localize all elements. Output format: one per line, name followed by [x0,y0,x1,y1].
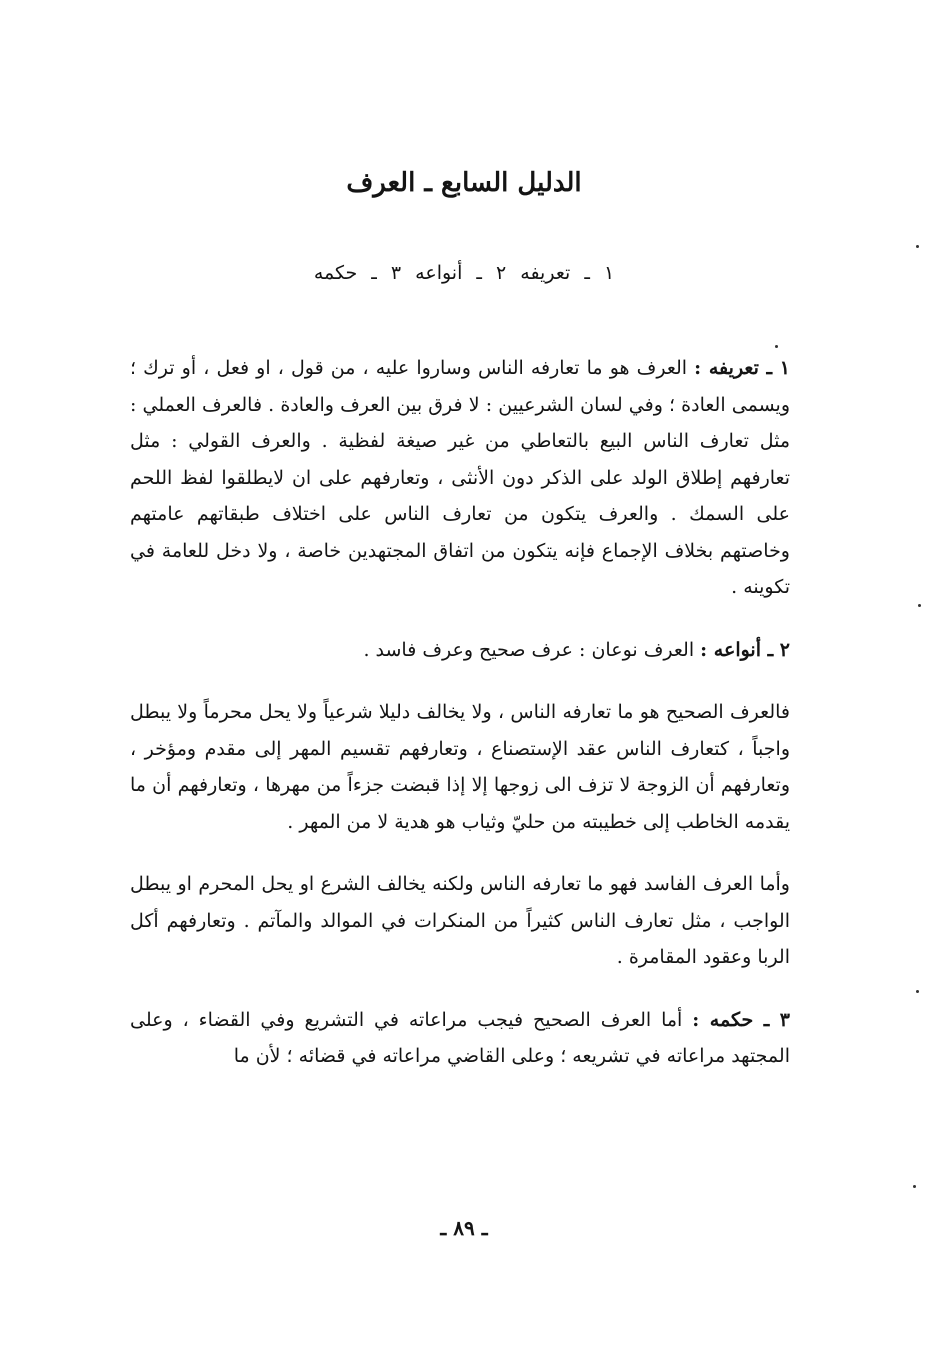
scan-speck [916,245,919,248]
scan-speck [775,345,778,348]
paragraph-text: العرف نوعان : عرف صحيح وعرف فاسد . [363,638,695,661]
chapter-title: الدليل السابع ـ العرف [346,168,582,198]
scan-speck [918,604,921,607]
paragraph-ruling [130,1002,790,1075]
paragraph-text: وأما العرف الفاسد فهو ما تعارفه الناس ولكنه يخالف الشرع او يحل المحرم او يبطل الواجب ، مثل تعارف الناس كثيراً من المنكرات في الموالد والمآتم . وتعارفهم أكل الربا وعقود المقامرة . [130,873,790,968]
paragraph-lead: ٣ ـ حكمه : [692,1008,791,1031]
paragraph-valid-custom [130,694,790,840]
scan-speck [916,990,919,993]
paragraph-types [130,632,790,669]
paragraph-lead: ٢ ـ أنواعه : [700,638,790,661]
page-number: ـ ٨٩ ـ [440,1216,488,1240]
paragraph-text: فالعرف الصحيح هو ما تعارفه الناس ، ولا يخالف دليلا شرعياً ولا يحل محرماً ولا يبطل واجباً ، كتعارف الناس عقد الإستصناع ، وتعارفهم تقسيم المهر إلى مقدم ومؤخر ، وتعارفهم أن الزوجة لا تزف الى زوجها إلا إذا قبضت جزءاً من مهرها ، وتعارفهم أن ما يقدمه الخاطب إلى خطيبته من حليّ وثياب هو هدية لا من المهر . [130,701,790,833]
paragraph-text: العرف هو ما تعارفه الناس وساروا عليه ، من قول ، او فعل ، أو ترك ؛ ويسمى العادة ؛ وفي لسان الشرعيين : لا فرق بين العرف والعادة . فالعرف العملي : مثل تعارف الناس البيع بالتعاطي من غير صيغة لفظية . والعرف القولي : مثل تعارفهم إطلاق الولد على الذكر دون الأنثى ، وتعارفهم على ان لايطلقوا لفظ اللحم على السمك . والعرف يتكون من تعارف الناس على اختلاف طبقاتهم عامتهم وخاصتهم بخلاف الإجماع فإنه يتكون من اتفاق المجتهدين خاصة ، ولا دخل للعامة في تكوينه . [130,357,790,598]
paragraph-definition [130,350,790,606]
body-text [130,350,790,1101]
scan-speck [913,1185,916,1188]
paragraph-invalid-custom [130,866,790,976]
paragraph-text: أما العرف الصحيح فيجب مراعاته في التشريع وفي القضاء ، وعلى المجتهد مراعاته في تشريعه ؛ وعلى القاضي مراعاته في قضائه ؛ لأن ما [130,1008,790,1067]
paragraph-lead: ١ ـ تعريفه : [694,357,791,379]
contents-line: ١ ـ تعريفه ٢ ـ أنواعه ٣ ـ حكمه [313,262,615,284]
